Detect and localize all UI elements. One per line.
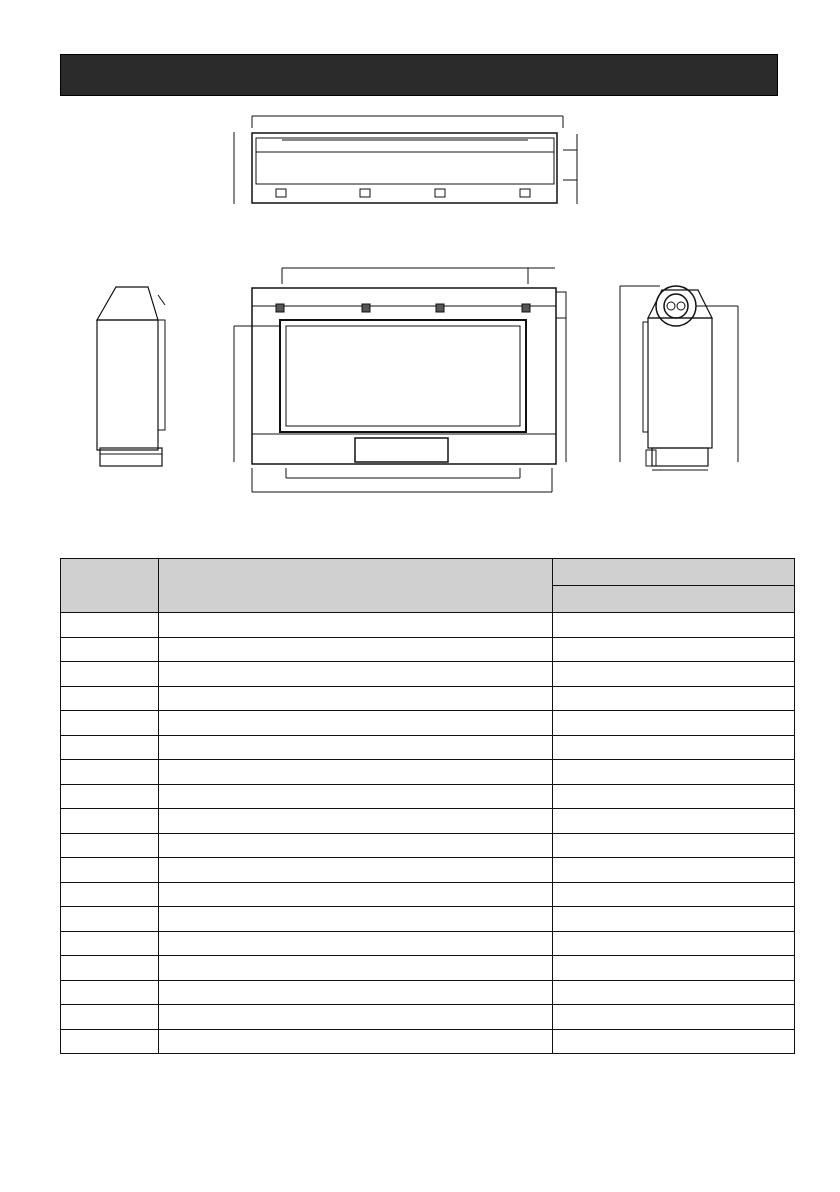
table-cell [159,931,553,956]
table-cell [159,858,553,883]
table-cell [61,711,159,736]
table-row [61,809,795,834]
table-row [61,980,795,1005]
table-cell [159,613,553,638]
table-cell [61,1029,159,1054]
table-row [61,735,795,760]
table-row [61,662,795,687]
table-cell [553,809,795,834]
section-header-bar [60,54,778,96]
table-header-row [61,559,795,586]
specifications-table [60,558,795,1054]
table-cell [61,882,159,907]
table-cell [159,809,553,834]
table-cell [159,686,553,711]
table-cell [553,613,795,638]
table-row [61,1029,795,1054]
table-header-cell [553,586,795,613]
table-row [61,833,795,858]
table-cell [61,980,159,1005]
table-row [61,686,795,711]
table-cell [553,637,795,662]
left-side-view-drawing [97,287,165,466]
table-cell [61,809,159,834]
table-cell [159,907,553,932]
table-header-cell [61,559,159,613]
table-cell [61,637,159,662]
table-cell [61,1005,159,1030]
table-cell [553,882,795,907]
table-cell [553,956,795,981]
table-cell [159,833,553,858]
table-cell [61,858,159,883]
table-row [61,784,795,809]
table-cell [61,907,159,932]
table-cell [61,760,159,785]
table-row [61,1005,795,1030]
table-cell [553,760,795,785]
table-header-cell [159,559,553,613]
table-cell [553,686,795,711]
table-cell [61,956,159,981]
table-cell [159,882,553,907]
table-cell [159,980,553,1005]
table-cell [553,858,795,883]
table-row [61,858,795,883]
right-side-view-drawing [620,286,738,470]
table-cell [553,711,795,736]
table-header-cell [553,559,795,586]
table-row [61,613,795,638]
table-cell [61,784,159,809]
table-row [61,760,795,785]
table-cell [159,637,553,662]
table-cell [61,686,159,711]
table-cell [159,760,553,785]
technical-drawing [0,100,840,500]
table-cell [553,1005,795,1030]
table-cell [61,662,159,687]
table-cell [61,735,159,760]
table-cell [159,784,553,809]
table-cell [553,833,795,858]
table-cell [159,956,553,981]
table-cell [159,1029,553,1054]
top-view-drawing [234,116,577,204]
table-cell [553,784,795,809]
table-cell [61,613,159,638]
table-cell [61,833,159,858]
table-cell [553,735,795,760]
table-cell [61,931,159,956]
table-cell [553,980,795,1005]
table-cell [553,907,795,932]
table-row [61,931,795,956]
table-cell [159,735,553,760]
front-view-drawing [234,268,566,492]
table-cell [159,662,553,687]
table-cell [159,711,553,736]
table-row [61,907,795,932]
table-row [61,711,795,736]
table-cell [553,662,795,687]
table-row [61,637,795,662]
table-row [61,956,795,981]
table-cell [159,1005,553,1030]
table-row [61,882,795,907]
table-cell [553,931,795,956]
table-cell [553,1029,795,1054]
